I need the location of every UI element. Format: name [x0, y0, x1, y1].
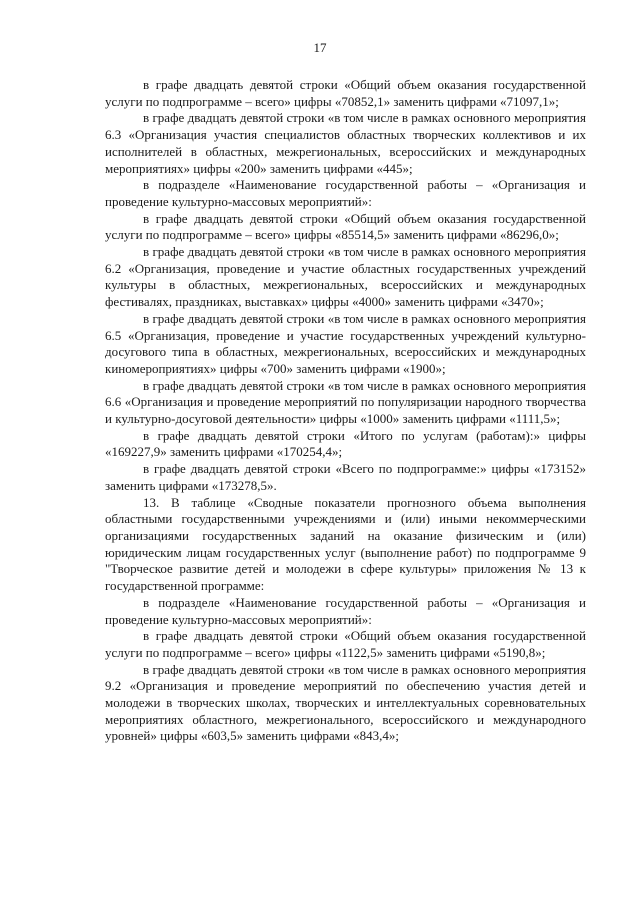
paragraph: в графе двадцать девятой строки «Общий объем оказания государственной услуги по подпрограмме – всего» цифры «1122,5» заменить цифрами «5190,8»;: [105, 628, 586, 660]
paragraph: в графе двадцать девятой строки «Всего по подпрограмме:» цифры «173152» заменить цифрами «173278,5».: [105, 461, 586, 493]
page-number: 17: [313, 40, 327, 55]
paragraph: в графе двадцать девятой строки «Итого по услугам (работам):» цифры «169227,9» заменить цифрами «170254,4»;: [105, 427, 586, 460]
paragraph: в графе двадцать девятой строки «в том числе в рамках основного мероприятия 9.2 «Организация и проведение мероприятий по обеспечению участия детей и молодежи в творческих школах, творческих и интеллектуальных соревновательных мероприятиях областного, межрегионального, всероссийского и международного уровней» цифры «603,5» заменить цифрами «843,4»;: [105, 661, 586, 744]
paragraph: в графе двадцать девятой строки «в том числе в рамках основного мероприятия 6.3 «Организация участия специалистов областных творческих коллективов и их исполнителей в областных, межрегиональных, всероссийских и международных мероприятиях» цифры «200» заменить цифрами «445»;: [105, 110, 586, 176]
paragraph: 13. В таблице «Сводные показатели прогнозного объема выполнения областными государственными учреждениями и (или) иными некоммерческими организациями государственных заданий на оказание физическим и (или) юридическим лицам государственных услуг (выполнение работ) по подпрограмме 9 "Творческое развитие детей и молодежи в сфере культуры» приложения № 13 к государственной программе:: [105, 494, 586, 594]
paragraph: в подразделе «Наименование государственной работы – «Организация и проведение культурно-массовых мероприятий»:: [105, 177, 586, 209]
document-body: [105, 77, 586, 745]
paragraph: в графе двадцать девятой строки «Общий объем оказания государственной услуги по подпрограмме – всего» цифры «85514,5» заменить цифрами «86296,0»;: [105, 210, 586, 243]
paragraph: в графе двадцать девятой строки «Общий объем оказания государственной услуги по подпрограмме – всего» цифры «70852,1» заменить цифрами «71097,1»;: [105, 77, 586, 109]
paragraph: в графе двадцать девятой строки «в том числе в рамках основного мероприятия 6.2 «Организация, проведение и участие областных государственных учреждений культуры в областных, межрегиональных, всероссийских и международных фестивалях, праздниках, выставках» цифры «4000» заменить цифрами «3470»;: [105, 244, 586, 310]
paragraph: в подразделе «Наименование государственной работы – «Организация и проведение культурно-массовых мероприятий»:: [105, 594, 586, 627]
paragraph: в графе двадцать девятой строки «в том числе в рамках основного мероприятия 6.6 «Организация и проведение мероприятий по популяризации народного творчества и культурно-досуговой деятельности» цифры «1000» заменить цифрами «1111,5»;: [105, 377, 586, 427]
paragraph: в графе двадцать девятой строки «в том числе в рамках основного мероприятия 6.5 «Организация, проведение и участие государственных учреждений культурно-досугового типа в областных, межрегиональных, всероссийских и международных киномероприятиях» цифры «700» заменить цифрами «1900»;: [105, 310, 586, 376]
